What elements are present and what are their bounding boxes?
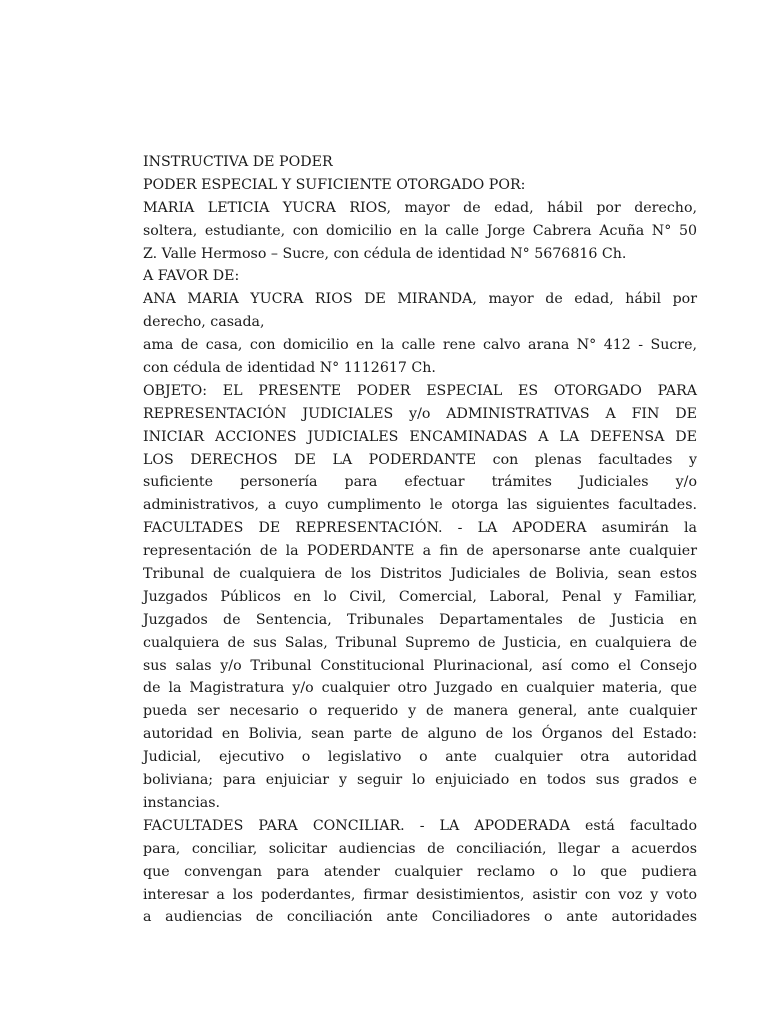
document-line: suficiente personería para efectuar trámites Judiciales y/o: [143, 474, 697, 491]
document-line: MARIA LETICIA YUCRA RIOS, mayor de edad, hábil por derecho,: [143, 199, 697, 216]
document-line: Tribunal de cualquiera de los Distritos Judiciales de Bolivia, sean estos: [143, 566, 697, 583]
document-line: que convengan para atender cualquier reclamo o lo que pudiera: [143, 863, 697, 880]
document-line: instancias.: [143, 794, 220, 811]
document-line: pueda ser necesario o requerido y de manera general, ante cualquier: [143, 703, 697, 720]
document-line: soltera, estudiante, con domicilio en la calle Jorge Cabrera Acuña N° 50: [143, 222, 697, 239]
document-body: [143, 151, 697, 929]
document-line: a audiencias de conciliación ante Conciliadores o ante autoridades: [143, 909, 697, 926]
document-line: sus salas y/o Tribunal Constitucional Plurinacional, así como el Consejo: [143, 657, 697, 674]
document-line: FACULTADES DE REPRESENTACIÓN. - LA APODERA asumirán la: [143, 520, 697, 537]
document-line: INSTRUCTIVA DE PODER: [143, 154, 333, 170]
document-line: interesar a los poderdantes, firmar desistimientos, asistir con voz y voto: [143, 886, 697, 903]
document-line: Juzgados Públicos en lo Civil, Comercial, Laboral, Penal y Familiar,: [143, 588, 697, 605]
document-line: autoridad en Bolivia, sean parte de alguno de los Órganos del Estado:: [143, 726, 697, 743]
document-line: LOS DERECHOS DE LA PODERDANTE con plenas facultades y: [143, 451, 697, 468]
document-line: administrativos, a cuyo cumplimento le otorga las siguientes facultades.: [143, 497, 697, 514]
document-line: boliviana; para enjuiciar y seguir lo enjuiciado en todos sus grados e: [143, 772, 697, 789]
document-line: cualquiera de sus Salas, Tribunal Supremo de Justicia, en cualquiera de: [143, 634, 697, 651]
document-line: para, conciliar, solicitar audiencias de conciliación, llegar a acuerdos: [143, 840, 697, 857]
document-line: ama de casa, con domicilio en la calle rene calvo arana N° 412 - Sucre,: [143, 337, 697, 354]
document-line: representación de la PODERDANTE a fin de apersonarse ante cualquier: [143, 543, 697, 560]
document-line: Judicial, ejecutivo o legislativo o ante cualquier otra autoridad: [143, 749, 697, 766]
document-line: PODER ESPECIAL Y SUFICIENTE OTORGADO POR:: [143, 176, 526, 193]
document-line: OBJETO: EL PRESENTE PODER ESPECIAL ES OTORGADO PARA: [143, 382, 697, 399]
document-line: ANA MARIA YUCRA RIOS DE MIRANDA, mayor de edad, hábil por: [143, 291, 697, 308]
document-line: INICIAR ACCIONES JUDICIALES ENCAMINADAS A LA DEFENSA DE: [143, 428, 697, 445]
document-line: con cédula de identidad N° 1112617 Ch.: [143, 360, 436, 377]
document-line: A FAVOR DE:: [143, 268, 240, 285]
document-line: derecho, casada,: [143, 314, 265, 331]
document-line: FACULTADES PARA CONCILIAR. - LA APODERADA está facultado: [143, 817, 697, 834]
document-line: Z. Valle Hermoso – Sucre, con cédula de identidad N° 5676816 Ch.: [143, 245, 627, 262]
document-line: de la Magistratura y/o cualquier otro Juzgado en cualquier materia, que: [143, 680, 697, 697]
document-line: Juzgados de Sentencia, Tribunales Departamentales de Justicia en: [143, 611, 697, 628]
document-line: REPRESENTACIÓN JUDICIALES y/o ADMINISTRATIVAS A FIN DE: [143, 405, 697, 422]
